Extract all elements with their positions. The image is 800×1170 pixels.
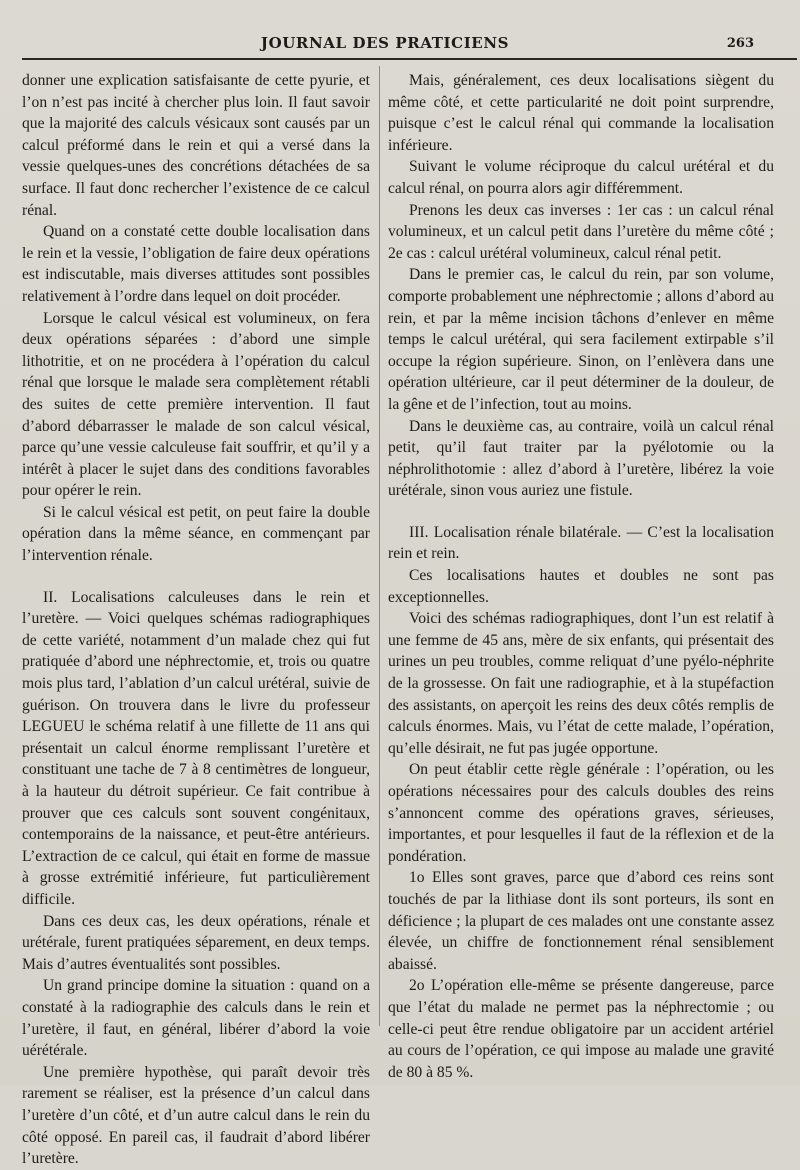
paragraph: Si le calcul vésical est petit, on peut faire la double opération dans la même séance, en commençant par l’intervention rénale.	[22, 503, 370, 565]
paragraph: On peut établir cette règle générale : l’opération, ou les opérations nécessaires pour des calculs doubles des reins s’annoncent comme des opérations graves, sérieuses, importantes, et pour lesquelles il faut de la réflexion et de la pondération.	[388, 761, 774, 865]
paragraph: Dans le premier cas, le calcul du rein, par son volume, comporte probablement une néphrectomie ; allons d’abord au rein, et par la même incision tâchons d’enlever en même temps le calcul urétéral, qui sera facilement extirpable s’il occupe la région supérieure. Sinon, on l’enlèvera dans une opération ultérieure, car il peut déterminer de la douleur, de la gêne et de l’infection, tout au moins.	[388, 266, 774, 413]
page-number: 263	[726, 36, 754, 51]
paragraph: Dans ces deux cas, les deux opérations, rénale et urétérale, furent pratiquées séparement, en deux temps. Mais d’autres éventualités sont possibles.	[22, 912, 370, 973]
running-title: JOURNAL DES PRATICIENS	[260, 34, 510, 52]
paragraph: donner une explication satisfaisante de cette pyurie, et l’on n’est pas incité à chercher plus loin. Il faut savoir que la majorité des calculs vésicaux sont causés par un calcul préformé dans le rein et qui a versé dans la vessie quelques-unes des concrétions détachées de sa surface. Il faut donc rechercher l’existence de ce calcul rénal.	[22, 72, 370, 219]
column-divider	[379, 66, 380, 1026]
paragraph: 1o Elles sont graves, parce que d’abord ces reins sont touchés de par la lithiase dont ils sont porteurs, ils sont en déficience ; la plupart de ces malades ont une constante assez élevée, un chiffre de fonctionnement rénal sensiblement abaissé.	[388, 869, 774, 973]
paragraph: Un grand principe domine la situation : quand on a constaté à la radiographie des calculs dans le rein et l’uretère, il faut, en général, libérer d’abord la voie uérétérale.	[22, 977, 370, 1060]
section-heading-paragraph: II. Localisations calculeuses dans le rein et l’uretère. — Voici quelques schémas radiographiques de cette variété, notamment d’un malade chez qui fut pratiquée d’abord une néphrectomie, et, trois ou quatre mois plus tard, l’ablation d’un calcul urétéral, suivie de guérison. On trouvera dans le livre du professeur LEGUEU le schéma relatif à une fillette de 11 ans qui présentait un calcul énorme remplissant l’uretère et constituant une tache de 7 à 8 centimètres de longueur, à la hauteur du détroit supérieur. Ce fait contribue à prouver que ces calculs sont souvent congénitaux, contemporains de la naissance, et peut-être antérieurs. L’extraction de ce calcul, qui était en forme de massue à grosse extrémitié inférieure, fut particulièrement difficile.	[22, 588, 370, 908]
paragraph: 2o L’opération elle-même se présente dangereuse, parce que l’état du malade ne permet pas la néphrectomie ; ou celle-ci peut être rendue obligatoire par un accident artériel au cours de l’opération, ce qui impose au malade une gravité de 80 à 85 %.	[388, 977, 774, 1081]
paragraph: Une première hypothèse, qui paraît devoir très rarement se réaliser, est la présence d’un calcul dans l’uretère d’un côté, et d’un autre calcul dans le rein du côté opposé. En pareil cas, il faudrait d’abord libérer l’uretère.	[22, 1063, 370, 1168]
paragraph: Lorsque le calcul vésical est volumineux, on fera deux opérations séparées : d’abord une simple lithotritie, et on ne procédera à l’opération du calcul rénal que lorsque le malade sera complètement rétabli des suites de cette première intervention. Il faut d’abord débarrasser le malade de son calcul vésical, parce qu’une vessie calculeuse fait souffrir, et qu’il y a intérêt à placer le sujet dans des conditions favorables pour opérer le rein.	[22, 309, 370, 500]
paragraph: Voici des schémas radiographiques, dont l’un est relatif à une femme de 45 ans, mère de six enfants, qui présentait des urines un peu troubles, comme reliquat d’une pyélo-néphrite de la grossesse. On fait une radiographie, et à la stupéfaction des assistants, on aperçoit les reins des deux côtés remplis de calculs énormes. Mais, vu l’état de cette malade, l’opération, qu’elle désirait, ne fut pas jugée opportune.	[388, 610, 774, 757]
paragraph: Dans le deuxième cas, au contraire, voilà un calcul rénal petit, qu’il faut traiter par la pyélotomie ou la néphrolithotomie : allez d’abord à l’uretère, libérez la voie urétérale, sinon vous auriez une fistule.	[388, 417, 774, 500]
paragraph: Prenons les deux cas inverses : 1er cas : un calcul rénal volumineux, et un calcul petit dans l’uretère du même côté ; 2e cas : calcul urétéral volumineux, calcul rénal petit.	[388, 201, 774, 262]
paragraph: Quand on a constaté cette double localisation dans le rein et la vessie, l’obligation de faire deux opérations est indiscutable, mais diverses attitudes sont possibles relativement à l’ordre dans lequel on doit procéder.	[22, 223, 370, 305]
paragraph: Ces localisations hautes et doubles ne sont pas exceptionnelles.	[388, 567, 774, 606]
left-column	[22, 70, 370, 1170]
paragraph: Suivant le volume réciproque du calcul urétéral et du calcul rénal, on pourra alors agir différemment.	[388, 158, 774, 197]
right-column	[388, 70, 774, 1083]
header-rule	[22, 58, 797, 60]
section-heading-paragraph: III. Localisation rénale bilatérale. — C’est la localisation rein et rein.	[388, 523, 774, 563]
page-header	[0, 30, 800, 56]
paragraph: Mais, généralement, ces deux localisations siègent du même côté, et cette particularité ne doit point surprendre, puisque c’est le calcul rénal qui commande la localisation inférieure.	[388, 72, 774, 154]
